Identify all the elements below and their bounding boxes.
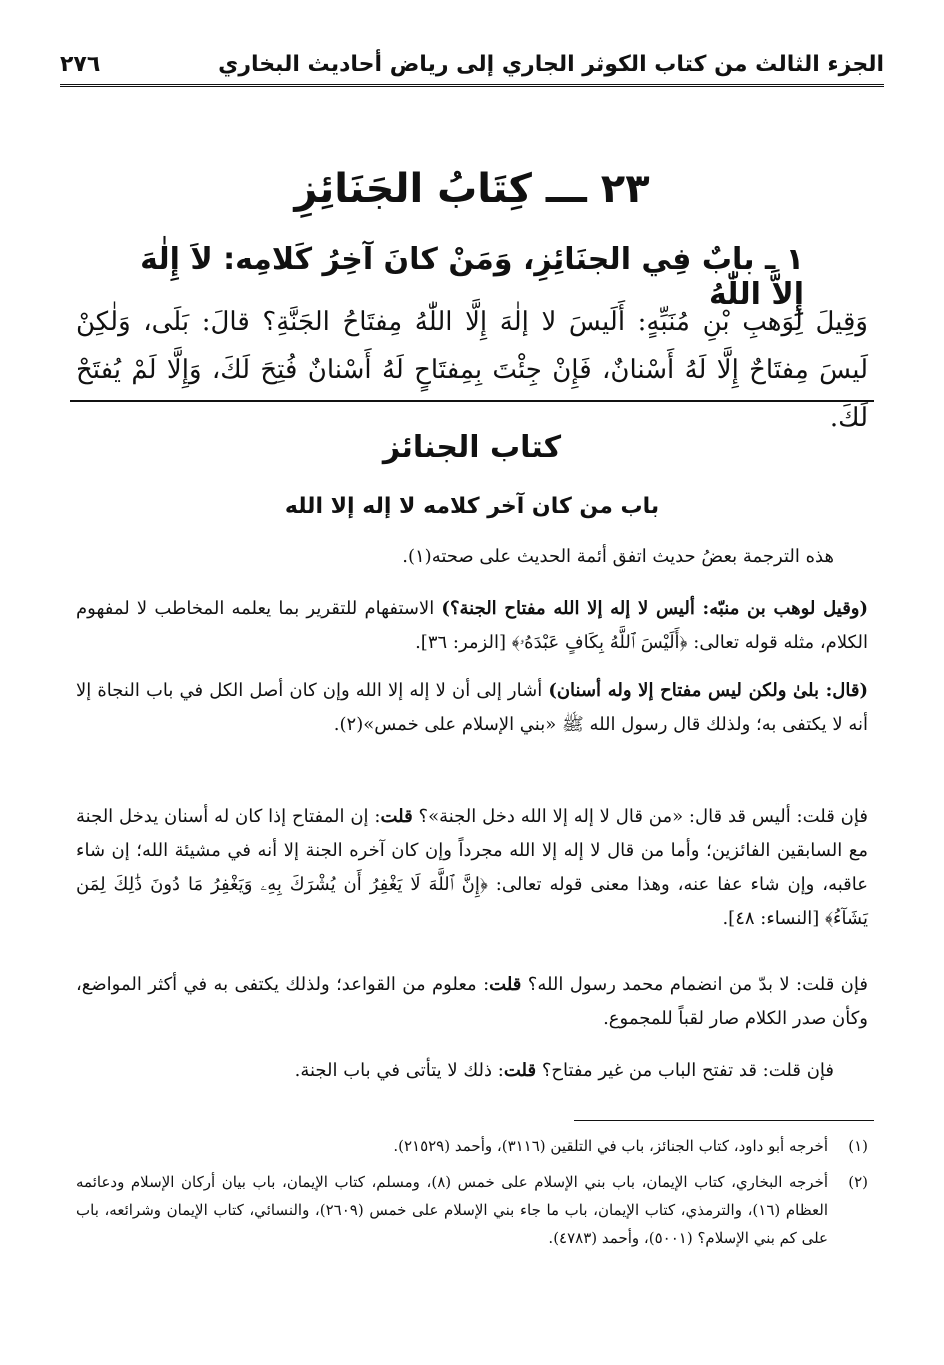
hadith-text: وَقِيلَ لِوَهبِ بْنِ مُنَبِّهٍ: أَلَيسَ لا إلٰهَ إِلَّا اللّٰهُ مِفتَاحُ الجَنَّةِ؟ قالَ: بَلَى، وَلٰكِنْ لَيسَ مِفتَاحٌ إِلَّا لَهُ أَسْنانٌ، فَإِنْ جِئْتَ بِمِفتَاحٍ لَهُ أَسْنانٌ فُتِحَ لَكَ، وَإِلَّا لَمْ يُفتَحْ لَكَ. xyxy=(76,307,868,433)
commentary-subtitle: باب من كان آخر كلامه لا إله إلا الله xyxy=(284,494,660,519)
question-text: فإن قلت: لا بدّ من انضمام محمد رسول الله؟ xyxy=(521,974,868,995)
question-text: فإن قلت: أليس قد قال: «من قال لا إله إلا الله دخل الجنة»؟ xyxy=(412,806,868,827)
explanation-text: أشار إلى أن لا إله إلا الله وإن كان أصل الكل في باب النجاة إلا أنه لا يكتفى به؛ ولذلك قال رسول الله ﷺ «بني الإسلام على خمس»(٢). xyxy=(76,680,868,735)
bab-title: ١ ـ بابٌ فِي الجنَائِزِ، وَمَنْ كانَ آخِرُ كَلامِه: لاَ إِلٰهَ إِلاَّ اللّٰهُ xyxy=(140,242,804,312)
commentary-paragraph-1: هذه الترجمة بعضُ حديث اتفق أئمة الحديث على صحته(١). xyxy=(402,546,834,567)
commentary-paragraph-2 xyxy=(76,592,868,660)
answer-marker: قلت xyxy=(380,806,413,827)
quoted-text: (قال: بلىٰ ولكن ليس مفتاح إلا وله أسنان) xyxy=(548,680,868,701)
commentary-paragraph-5 xyxy=(76,968,868,1036)
page-number: ٢٧٦ xyxy=(60,51,101,77)
explanation-text: الاستفهام للتقرير بما يعلمه المخاطب لا لمفهوم الكلام، مثله قوله تعالى: ﴿أَلَيْسَ ٱللَّهُ بِكَافٍ عَبْدَهُۥ﴾ [الزمر: ٣٦]. xyxy=(76,598,868,653)
footnote-number: (١) xyxy=(848,1137,868,1155)
answer-marker: قلت xyxy=(489,974,522,995)
commentary-paragraph-4 xyxy=(76,800,868,936)
commentary-title: كتاب الجنائز xyxy=(382,430,562,465)
answer-text: : معلوم من القواعد؛ ولذلك يكتفى به في أكثر المواضع، وكأن صدر الكلام صار لقباً للمجموع. xyxy=(76,974,868,1029)
footnote-rule xyxy=(574,1120,874,1121)
running-header-title: الجزء الثالث من كتاب الكوثر الجاري إلى رياض أحاديث البخاري xyxy=(218,51,884,77)
section-separator xyxy=(70,400,874,402)
commentary-paragraph-3 xyxy=(76,674,868,742)
answer-marker: قلت xyxy=(503,1060,537,1081)
running-header xyxy=(60,44,884,87)
answer-text: : ذلك لا يتأتى في باب الجنة. xyxy=(294,1060,504,1081)
footnote xyxy=(76,1168,868,1252)
quoted-text: (وقيل لوهب بن منبّه: أليس لا إله إلا الله مفتاح الجنة؟) xyxy=(441,598,869,619)
footnote-text: أخرجه أبو داود، كتاب الجنائز، باب في التلقين (٣١١٦)، وأحمد (٢١٥٢٩). xyxy=(393,1137,828,1155)
chapter-title: ٢٣ ـــ كِتَابُ الجَنَائِزِ xyxy=(294,166,650,212)
question-text: فإن قلت: قد تفتح الباب من غير مفتاح؟ xyxy=(536,1060,834,1081)
answer-text: : إن المفتاح إذا كان له أسنان يدخل الجنة مع السابقين الفائزين؛ وأما من قال لا إله إلا الله مجرداً وإن كان آخره الجنة إلا أنه في مشيئة الله؛ إن شاء عاقبه، وإن شاء عفا عنه، وهذا معنى قوله تعالى: ﴿إِنَّ ٱللَّهَ لَا يَغْفِرُ أَن يُشْرَكَ بِهِۦ وَيَغْفِرُ مَا دُونَ ذَٰلِكَ لِمَن يَشَآءُ﴾ [النساء: ٤٨]. xyxy=(76,806,868,929)
footnote-text: أخرجه البخاري، كتاب الإيمان، باب بني الإسلام على خمس (٨)، ومسلم، كتاب الإيمان، باب بيان أركان الإسلام ودعائمه العظام (١٦)، والترمذي، كتاب الإيمان، باب ما جاء بني الإسلام على خمس (٢٦٠٩)، والنسائي، كتاب الإيمان وشرائعه، باب على كم بني الإسلام؟ (٥٠٠١)، وأحمد (٤٧٨٣). xyxy=(76,1173,829,1247)
commentary-paragraph-6 xyxy=(76,1054,834,1088)
footnote-number: (٢) xyxy=(848,1173,868,1191)
footnote xyxy=(76,1132,868,1160)
